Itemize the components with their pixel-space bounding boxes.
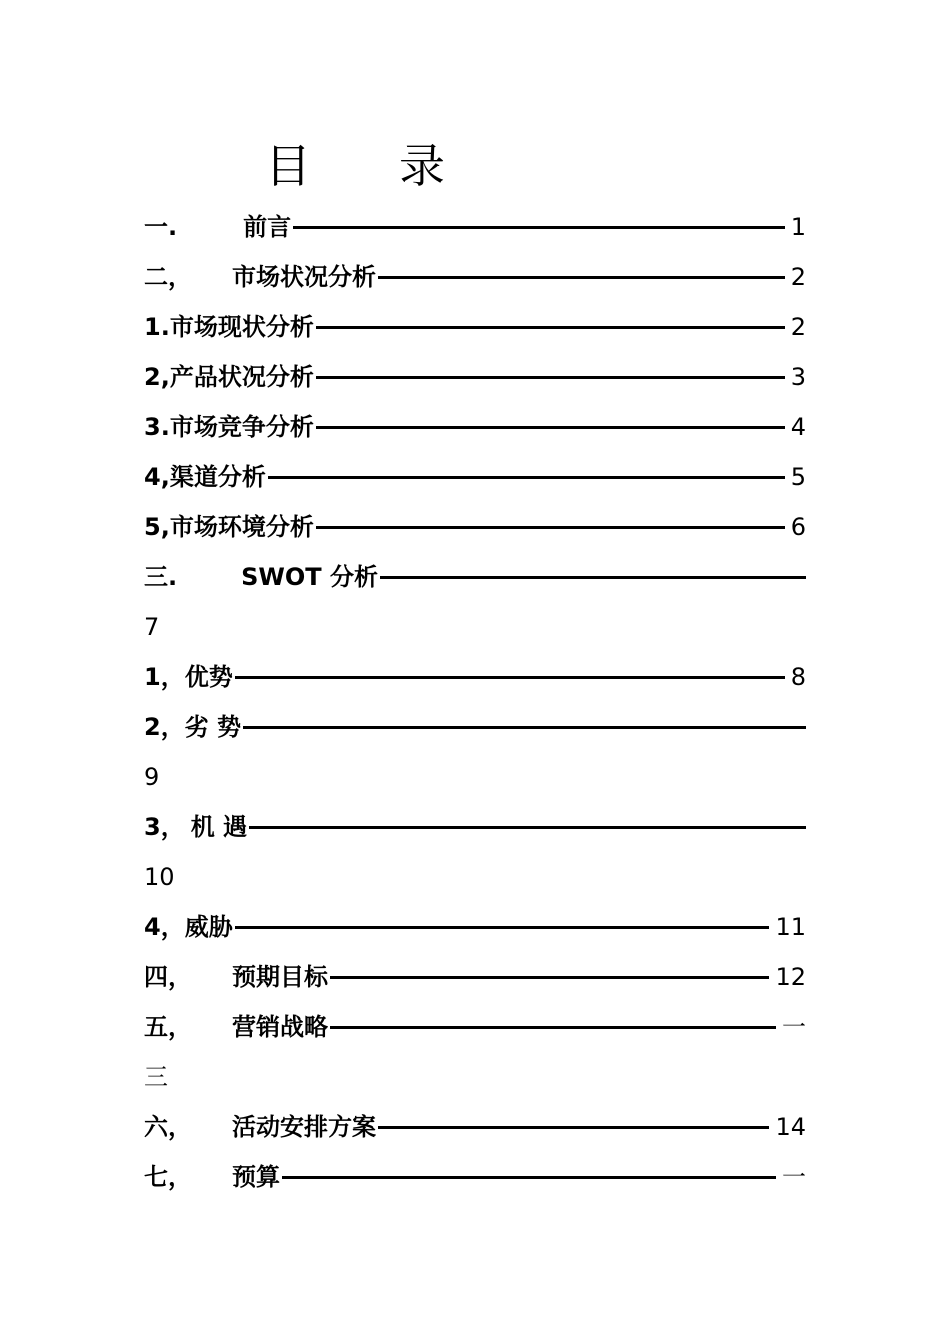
toc-prefix: 4, [144, 463, 170, 491]
toc-label: 渠道分析 [169, 463, 266, 491]
toc-leader [268, 476, 785, 479]
toc-prefix: 5, [144, 513, 170, 541]
toc-label: 预算 [232, 1163, 280, 1191]
toc-page-number: 10 [144, 863, 175, 891]
toc-page-number: 4 [790, 413, 806, 441]
toc-entry-competition[interactable] [144, 402, 806, 452]
toc-entry-market-status[interactable] [144, 252, 806, 302]
table-of-contents [144, 202, 806, 1202]
toc-entry-marketing-strategy-page[interactable] [144, 1052, 806, 1102]
toc-label: 市场状况分析 [232, 263, 376, 291]
toc-label: 产品状况分析 [169, 363, 314, 391]
toc-leader [330, 1026, 776, 1029]
toc-entry-channels[interactable] [144, 452, 806, 502]
toc-leader [235, 926, 770, 929]
toc-page-number: 一 [782, 1163, 806, 1191]
toc-prefix: 1， [144, 663, 185, 691]
toc-label: 营销战略 [232, 1013, 328, 1041]
toc-prefix: 1. [144, 313, 170, 341]
toc-label: 预期目标 [232, 963, 328, 991]
toc-label: 机 遇 [190, 813, 248, 841]
toc-page-number: 2 [790, 313, 806, 341]
toc-label: 市场现状分析 [169, 313, 314, 341]
toc-leader [235, 676, 785, 679]
toc-leader [316, 426, 785, 429]
toc-prefix: 三. [144, 563, 178, 591]
toc-label: 威胁 [184, 913, 233, 941]
toc-entry-marketing-strategy[interactable] [144, 1002, 806, 1052]
toc-leader [249, 826, 806, 829]
toc-page-number: 14 [775, 1113, 806, 1141]
toc-prefix: 4， [144, 913, 185, 941]
toc-entry-strengths[interactable] [144, 652, 806, 702]
toc-prefix: 2， [144, 713, 185, 741]
toc-leader [378, 1126, 769, 1129]
toc-prefix: 四， [144, 963, 192, 991]
toc-page-number: 3 [790, 363, 806, 391]
toc-entry-threats[interactable] [144, 902, 806, 952]
toc-entry-swot[interactable] [144, 552, 806, 602]
toc-page-number-part-2: 三 [144, 1063, 168, 1091]
toc-entry-opportunities[interactable] [144, 802, 806, 852]
toc-leader [380, 576, 806, 579]
toc-entry-market-current[interactable] [144, 302, 806, 352]
toc-leader [378, 276, 785, 279]
toc-page-number: 9 [144, 763, 160, 791]
toc-prefix: 2, [144, 363, 170, 391]
title-char-2: 录 [399, 139, 445, 193]
toc-page-number: 8 [790, 663, 806, 691]
toc-entry-opportunities-page[interactable] [144, 852, 806, 902]
toc-entry-budget[interactable] [144, 1152, 806, 1202]
toc-page-number: 2 [790, 263, 806, 291]
toc-prefix: 一. [144, 213, 178, 241]
toc-prefix: 二， [144, 263, 192, 291]
toc-label: 优势 [184, 663, 233, 691]
toc-page-number: 5 [790, 463, 806, 491]
toc-entry-activity-plan[interactable] [144, 1102, 806, 1152]
toc-leader [282, 1176, 776, 1179]
toc-prefix: 五， [144, 1013, 192, 1041]
toc-leader [316, 376, 785, 379]
toc-entry-weaknesses[interactable] [144, 702, 806, 752]
toc-leader [316, 526, 785, 529]
toc-label: 活动安排方案 [232, 1113, 376, 1141]
toc-prefix: 六， [144, 1113, 192, 1141]
toc-page-number: 6 [790, 513, 806, 541]
toc-page-number: 11 [775, 913, 806, 941]
toc-label: 市场环境分析 [169, 513, 314, 541]
toc-leader [330, 976, 769, 979]
toc-label: 市场竞争分析 [169, 413, 314, 441]
toc-prefix: 3. [144, 413, 170, 441]
toc-entry-swot-page[interactable] [144, 602, 806, 652]
toc-entry-expected-goals[interactable] [144, 952, 806, 1002]
title-char-1: 目 [265, 139, 311, 193]
toc-label: 劣 势 [184, 713, 242, 741]
toc-page-number-part-1: 一 [782, 1013, 806, 1041]
toc-leader [316, 326, 785, 329]
toc-entry-environment[interactable] [144, 502, 806, 552]
toc-title [265, 138, 445, 194]
toc-prefix: 七， [144, 1163, 192, 1191]
toc-page-number: 1 [790, 213, 806, 241]
toc-entry-preface[interactable] [144, 202, 806, 252]
toc-prefix: 3， [144, 813, 185, 841]
toc-label: SWOT 分析 [241, 563, 379, 591]
toc-entry-product-status[interactable] [144, 352, 806, 402]
toc-leader [293, 226, 785, 229]
toc-label: 前言 [243, 213, 292, 241]
toc-page-number: 12 [775, 963, 806, 991]
toc-page-number: 7 [144, 613, 160, 641]
toc-entry-weaknesses-page[interactable] [144, 752, 806, 802]
toc-leader [243, 726, 806, 729]
